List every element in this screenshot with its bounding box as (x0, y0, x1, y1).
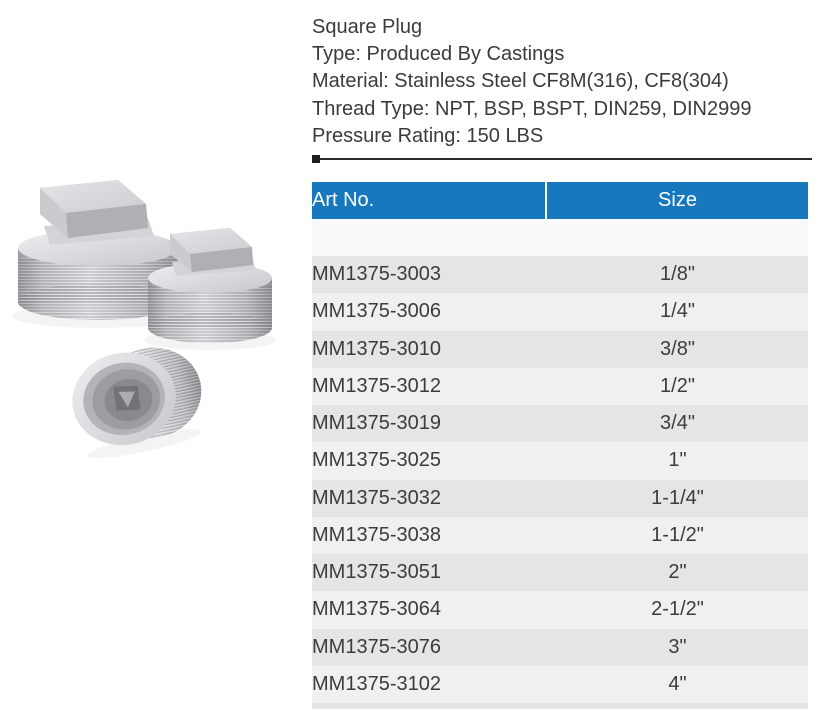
cell-art-no: MM1375-3003 (312, 256, 547, 293)
spec-pressure-rating: Pressure Rating: 150 LBS (312, 124, 544, 147)
plug-open-end-icon (64, 338, 212, 462)
size-table (312, 182, 808, 703)
cell-art-no: MM1375-3010 (312, 331, 547, 368)
table-row (312, 517, 808, 554)
cell-size: 1/2" (547, 368, 808, 405)
table-row (312, 480, 808, 517)
cell-art-no: MM1375-3019 (312, 405, 547, 442)
partial-next-row (312, 703, 808, 709)
table-spacer-row (312, 219, 808, 256)
table-header-row (312, 182, 808, 219)
cell-size: 1-1/4" (547, 480, 808, 517)
table-body (312, 219, 808, 703)
section-divider (312, 158, 812, 160)
square-plug-photo-icon (6, 166, 282, 462)
table-row (312, 368, 808, 405)
cell-size: 1-1/2" (547, 517, 808, 554)
cell-size: 1" (547, 442, 808, 479)
cell-size: 3/4" (547, 405, 808, 442)
cell-size: 3" (547, 629, 808, 666)
table-row (312, 554, 808, 591)
col-header-art-no: Art No. (312, 182, 547, 219)
table-row (312, 405, 808, 442)
table-row (312, 293, 808, 330)
table-row (312, 442, 808, 479)
table-row (312, 629, 808, 666)
cell-art-no: MM1375-3038 (312, 517, 547, 554)
cell-art-no: MM1375-3006 (312, 293, 547, 330)
cell-art-no: MM1375-3076 (312, 629, 547, 666)
cell-size: 2" (547, 554, 808, 591)
product-title: Square Plug (312, 16, 423, 38)
cell-art-no: MM1375-3012 (312, 368, 547, 405)
spec-material: Material: Stainless Steel CF8M(316), CF8(304) (312, 70, 729, 93)
cell-art-no: MM1375-3025 (312, 442, 547, 479)
cell-art-no: MM1375-3064 (312, 591, 547, 628)
col-header-size: Size (547, 182, 808, 219)
table-row (312, 591, 808, 628)
divider-square-marker (312, 155, 320, 163)
cell-art-no: MM1375-3102 (312, 666, 547, 703)
cell-size: 1/8" (547, 256, 808, 293)
spec-thread-type: Thread Type: NPT, BSP, BSPT, DIN259, DIN2999 (312, 97, 752, 120)
cell-size: 2-1/2" (547, 591, 808, 628)
table-row (312, 666, 808, 703)
table-row (312, 331, 808, 368)
product-photo (6, 166, 282, 462)
cell-art-no: MM1375-3051 (312, 554, 547, 591)
cell-size: 3/8" (547, 331, 808, 368)
table-header (312, 182, 808, 219)
table-row (312, 256, 808, 293)
spec-type: Type: Produced By Castings (312, 43, 565, 66)
cell-size: 4" (547, 666, 808, 703)
cell-art-no: MM1375-3032 (312, 480, 547, 517)
cell-size: 1/4" (547, 293, 808, 330)
product-specs (312, 14, 812, 150)
